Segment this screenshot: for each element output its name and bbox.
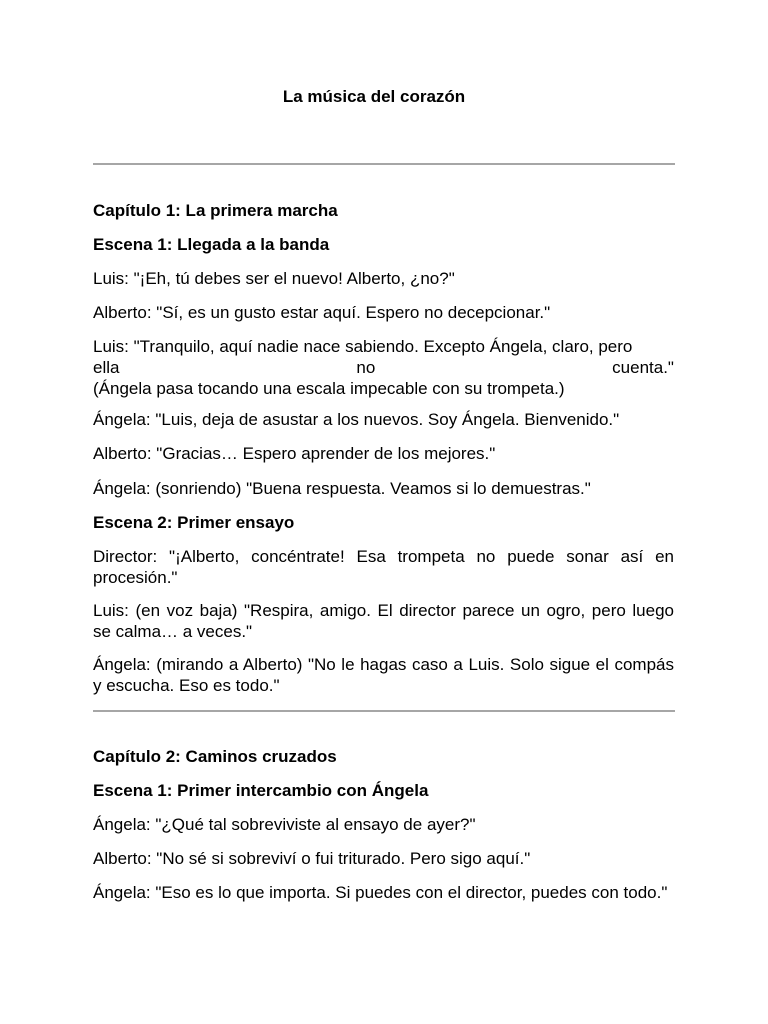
word: cuenta." — [612, 358, 674, 377]
dialogue-line: Ángela: (mirando a Alberto) "No le hagas caso a Luis. Solo sigue el compás y escucha. Eso es todo." — [93, 655, 674, 695]
dialogue-paragraph — [93, 336, 674, 399]
dialogue-line: Luis: "¡Eh, tú debes ser el nuevo! Alberto, ¿no?" — [93, 269, 455, 288]
stage-direction: (Ángela pasa tocando una escala impecable con su trompeta.) — [93, 379, 565, 398]
dialogue-line: Ángela: (sonriendo) "Buena respuesta. Veamos si lo demuestras." — [93, 479, 591, 498]
chapter-heading: Capítulo 1: La primera marcha — [93, 201, 338, 220]
dialogue-line: Ángela: "¿Qué tal sobreviviste al ensayo de ayer?" — [93, 815, 476, 834]
justified-line — [93, 357, 674, 378]
word: ella — [93, 358, 120, 377]
scene-heading: Escena 2: Primer ensayo — [93, 513, 295, 532]
horizontal-divider — [93, 710, 675, 712]
horizontal-divider — [93, 163, 675, 165]
word: no — [356, 358, 376, 377]
dialogue-line: Alberto: "No sé si sobreviví o fui triturado. Pero sigo aquí." — [93, 849, 531, 868]
dialogue-line: Alberto: "Sí, es un gusto estar aquí. Espero no decepcionar." — [93, 303, 551, 322]
dialogue-line: Luis: (en voz baja) "Respira, amigo. El director parece un ogro, pero luego se calma… a veces." — [93, 601, 674, 641]
scene-heading: Escena 1: Llegada a la banda — [93, 235, 330, 254]
scene-heading: Escena 1: Primer intercambio con Ángela — [93, 781, 429, 800]
dialogue-line: Ángela: "Luis, deja de asustar a los nuevos. Soy Ángela. Bienvenido." — [93, 410, 620, 429]
dialogue-line: Alberto: "Gracias… Espero aprender de los mejores." — [93, 444, 496, 463]
chapter-heading: Capítulo 2: Caminos cruzados — [93, 747, 337, 766]
dialogue-line: Luis: "Tranquilo, aquí nadie nace sabiendo. Excepto Ángela, claro, pero — [93, 337, 633, 356]
dialogue-line: Ángela: "Eso es lo que importa. Si puedes con el director, puedes con todo." — [93, 883, 668, 902]
document-title: La música del corazón — [282, 87, 466, 106]
dialogue-line: Director: "¡Alberto, concéntrate! Esa trompeta no puede sonar así en procesión." — [93, 547, 674, 587]
